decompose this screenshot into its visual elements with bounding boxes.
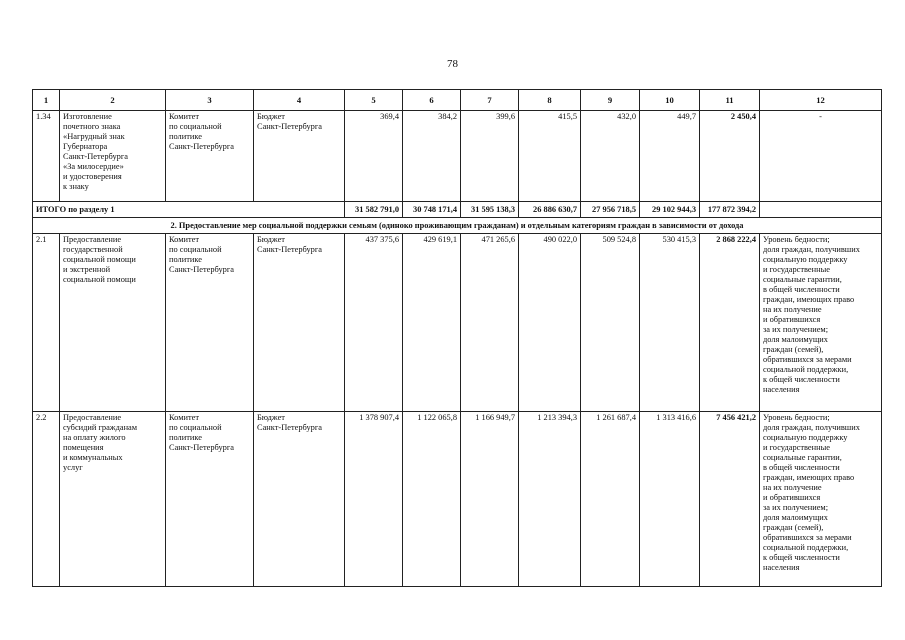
header-cell: 1	[33, 90, 60, 111]
header-cell: 7	[461, 90, 519, 111]
total-value: 30 748 171,4	[403, 202, 461, 218]
value-cell: 530 415,3	[640, 234, 700, 412]
value-cell: 369,4	[345, 111, 403, 202]
table-row-2-1	[33, 234, 882, 412]
value-cell: 399,6	[461, 111, 519, 202]
header-cell: 5	[345, 90, 403, 111]
total-value: 27 956 718,5	[581, 202, 640, 218]
value-cell: 437 375,6	[345, 234, 403, 412]
header-cell: 9	[581, 90, 640, 111]
empty-cell	[760, 202, 882, 218]
value-cell: 429 619,1	[403, 234, 461, 412]
value-cell: 384,2	[403, 111, 461, 202]
value-cell: 1 313 416,6	[640, 412, 700, 587]
indicator: -	[760, 111, 882, 202]
value-cell: 1 213 394,3	[519, 412, 581, 587]
table-row-2-2	[33, 412, 882, 587]
measure-name: Предоставление государственной социальной помощи и экстренной социальной помощи	[60, 234, 166, 412]
value-cell: 415,5	[519, 111, 581, 202]
section-2-header-row	[33, 218, 882, 234]
total-value: 177 872 394,2	[700, 202, 760, 218]
total-cell: 2 868 222,4	[700, 234, 760, 412]
indicator: Уровень бедности; доля граждан, получивших социальную поддержку и государственные социальные гарантии, в общей численности граждан, имеющих право на их получение и обратившихся за их получением; доля малоимущих граждан (семей), обратившихся за мерами социальной поддержки, к общей численности населения	[760, 412, 882, 587]
measure-name: Предоставление субсидий гражданам на оплату жилого помещения и коммунальных услуг	[60, 412, 166, 587]
page-number: 78	[447, 58, 458, 70]
total-value: 29 102 944,3	[640, 202, 700, 218]
header-cell: 4	[254, 90, 345, 111]
header-cell: 6	[403, 90, 461, 111]
funding-source: Бюджет Санкт-Петербурга	[254, 234, 345, 412]
total-cell: 7 456 421,2	[700, 412, 760, 587]
value-cell: 471 265,6	[461, 234, 519, 412]
executor: Комитет по социальной политике Санкт-Петербурга	[166, 412, 254, 587]
indicator: Уровень бедности; доля граждан, получивших социальную поддержку и государственные социальные гарантии, в общей численности граждан, имеющих право на их получение и обратившихся за их получением; доля малоимущих граждан (семей), обратившихся за мерами социальной поддержки, к общей численности населения	[760, 234, 882, 412]
value-cell: 509 524,8	[581, 234, 640, 412]
value-cell: 490 022,0	[519, 234, 581, 412]
header-cell: 11	[700, 90, 760, 111]
value-cell: 1 378 907,4	[345, 412, 403, 587]
total-cell: 2 450,4	[700, 111, 760, 202]
section-total-row	[33, 202, 882, 218]
row-number: 2.1	[33, 234, 60, 412]
header-cell: 8	[519, 90, 581, 111]
executor: Комитет по социальной политике Санкт-Петербурга	[166, 234, 254, 412]
header-cell: 10	[640, 90, 700, 111]
value-cell: 1 122 065,8	[403, 412, 461, 587]
program-table	[32, 89, 882, 587]
total-value: 31 582 791,0	[345, 202, 403, 218]
table-row-1-34	[33, 111, 882, 202]
header-row	[33, 90, 882, 111]
value-cell: 1 261 687,4	[581, 412, 640, 587]
funding-source: Бюджет Санкт-Петербурга	[254, 111, 345, 202]
total-value: 26 886 630,7	[519, 202, 581, 218]
value-cell: 432,0	[581, 111, 640, 202]
value-cell: 1 166 949,7	[461, 412, 519, 587]
header-cell: 12	[760, 90, 882, 111]
header-cell: 3	[166, 90, 254, 111]
row-number: 2.2	[33, 412, 60, 587]
section-title: 2. Предоставление мер социальной поддержки семьям (одиноко проживающим гражданам) и отдельным категориям граждан в зависимости от дохода	[33, 218, 882, 234]
section-total-label: ИТОГО по разделу 1	[33, 202, 345, 218]
row-number: 1.34	[33, 111, 60, 202]
funding-source: Бюджет Санкт-Петербурга	[254, 412, 345, 587]
measure-name: Изготовление почетного знака «Нагрудный знак Губернатора Санкт-Петербурга «За милосердие» и удостоверения к знаку	[60, 111, 166, 202]
executor: Комитет по социальной политике Санкт-Петербурга	[166, 111, 254, 202]
total-value: 31 595 138,3	[461, 202, 519, 218]
value-cell: 449,7	[640, 111, 700, 202]
header-cell: 2	[60, 90, 166, 111]
